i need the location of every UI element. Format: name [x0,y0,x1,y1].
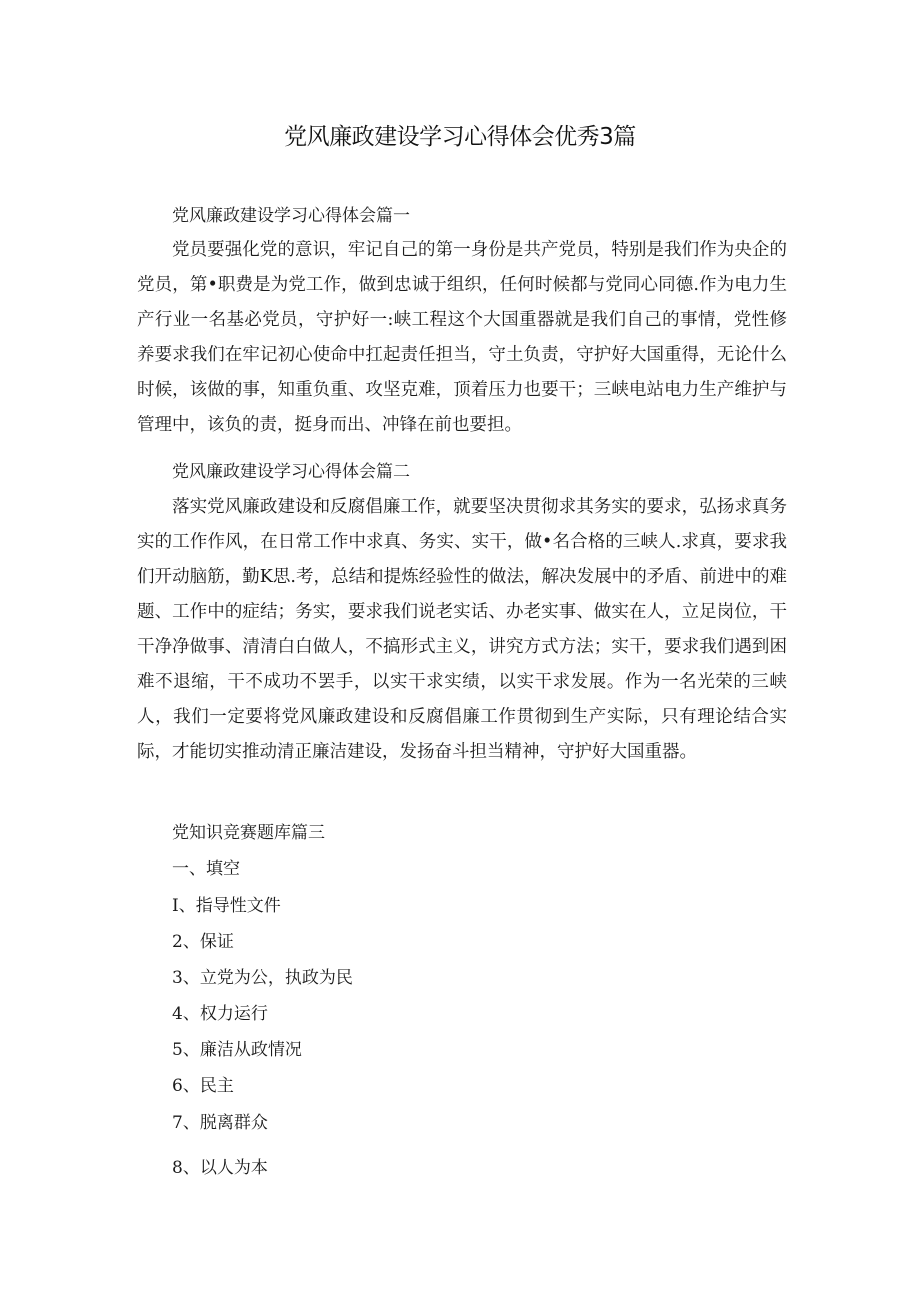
list-item: 6、民主 [172,1076,234,1096]
section-2-text: 落实党风廉政建设和反腐倡廉工作，就要坚决贯彻求其务实的要求，弘扬求真务实的工作作风，在日常工作中求真、务实、实干，做•名合格的三峡人.求真，要求我们开动脑筋，勤K思.考，总结和提炼经验性的做法，解决发展中的矛盾、前进中的难题、工作中的症结；务实，要求我们说老实话、办老实事、做实在人，立足岗位，干干净净做事、清清白白做人，不搞形式主义，讲究方式方法；实干，要求我们遇到困难不退缩，干不成功不罢手，以实干求实绩，以实干求发展。作为一名光荣的三峡人，我们一定要将党风廉政建设和反腐倡廉工作贯彻到生产实际，只有理论结合实际，才能切实推动清正廉洁建设，发扬奋斗担当精神，守护好大国重器。 [137,497,787,762]
section-3-subheading: 一、填空 [172,859,240,879]
list-item: 4、权力运行 [172,1004,268,1024]
list-item: 2、保证 [172,932,234,952]
section-1-heading: 党风廉政建设学习心得体会篇一 [172,206,410,226]
section-1-paragraph [137,233,787,443]
section-2-heading: 党风廉政建设学习心得体会篇二 [172,462,410,482]
section-1-text: 党员要强化党的意识，牢记自己的第一身份是共产党员，特别是我们作为央企的党员，第•职费是为党工作，做到忠诚于组织，任何时候都与党同心同德.作为电力生产行业一名基必党员，守护好一:峡工程这个大国重器就是我们自己的事情，党性修养要求我们在牢记初心使命中扛起责任担当，守土负责，守护好大国重得，无论什么时候，该做的事，知重负重、攻坚克难，顶着压力也要干；三峡电站电力生产维护与管理中，该负的责，挺身而出、冲锋在前也要担。 [137,240,787,435]
section-2-paragraph [137,490,787,770]
list-item: I、指导性文件 [172,896,281,916]
list-item: 8、以人为本 [172,1158,268,1178]
list-item: 5、廉洁从政情况 [172,1040,302,1060]
list-item: 7、脱离群众 [172,1113,268,1133]
document-title: 党风廉政建设学习心得体会优秀3篇 [284,124,636,150]
section-3-heading: 党知识竞赛题库篇三 [172,823,325,843]
list-item: 3、立党为公，执政为民 [172,968,353,988]
